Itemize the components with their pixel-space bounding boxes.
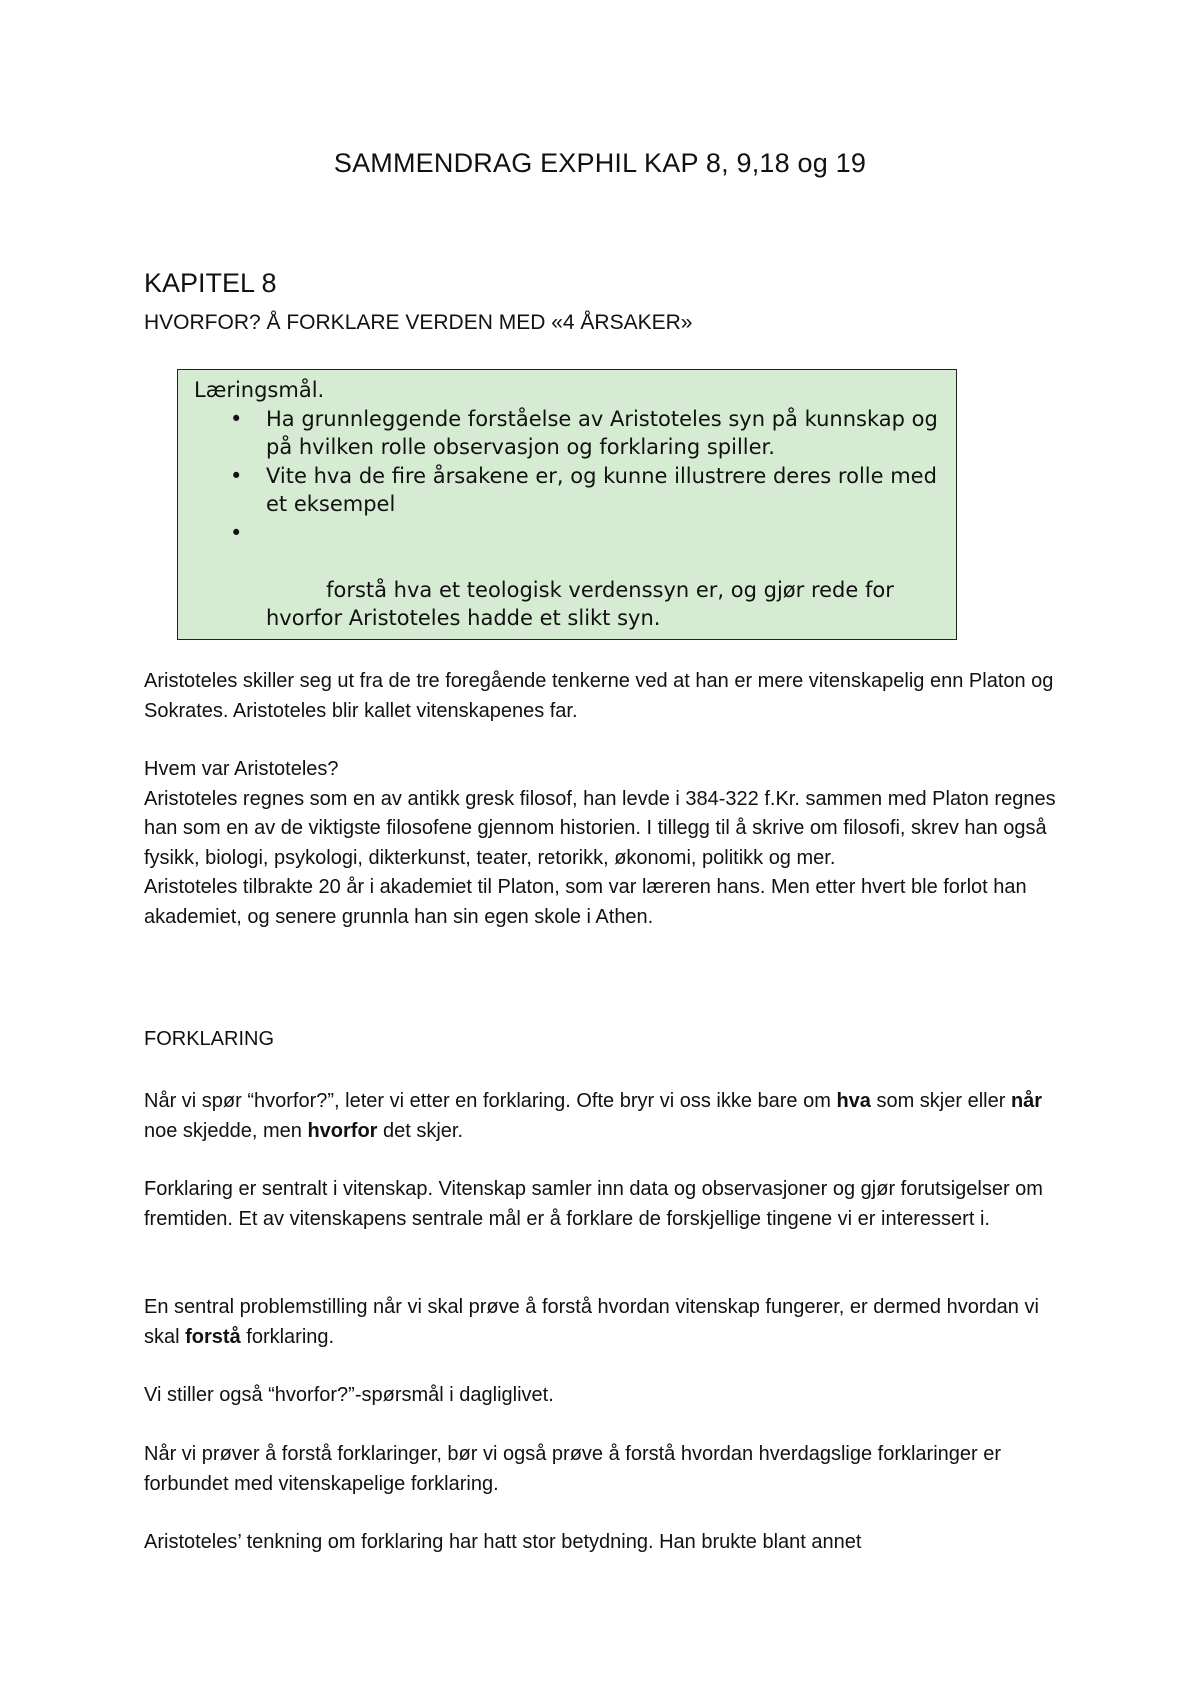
chapter-heading: KAPITEL 8 (144, 268, 277, 298)
paragraph-3 (144, 1293, 1064, 1352)
list-item (230, 462, 940, 519)
learning-goals-list (194, 405, 940, 662)
list-item (230, 405, 940, 462)
section-heading (144, 1025, 1064, 1055)
paragraph-4 (144, 1381, 1064, 1411)
section-title: FORKLARING (144, 1028, 275, 1050)
text-run: noe skjedde, men (144, 1119, 308, 1142)
bullet-icon: • (230, 463, 243, 488)
list-item-text: Ha grunnleggende forståelse av Aristoteles syn på kunnskap og på hvilken rolle observasjon og forklaring spiller. (266, 406, 938, 459)
learning-goals-box (177, 369, 957, 640)
paragraph-2 (144, 1175, 1064, 1234)
chapter-subtitle: HVORFOR? Å FORKLARE VERDEN MED «4 ÅRSAKER» (144, 311, 693, 334)
bullet-icon: • (230, 406, 243, 431)
paragraph (144, 1293, 1064, 1352)
paragraph: Aristoteles regnes som en av antikk gresk filosof, han levde i 384-322 f.Kr. sammen med Platon regnes han som en av de viktigste filosofene gjennom historien. I tillegg til å skrive om filosofi, skrev han også fysikk, biologi, psykologi, dikterkunst, teater, retorikk, økonomi, politikk og mer. (144, 787, 1056, 869)
paragraph (144, 1087, 1064, 1146)
text-run: det skjer. (377, 1119, 464, 1142)
paragraph: Aristoteles tilbrakte 20 år i akademiet til Platon, som var læreren hans. Men etter hvert ble forlot han akademiet, og senere grunnla han sin egen skole i Athen. (144, 876, 1027, 928)
text-run: Når vi spør “hvorfor?”, leter vi etter en forklaring. Ofte bryr vi oss ikke bare om (144, 1090, 837, 1112)
paragraph: Forklaring er sentralt i vitenskap. Vitenskap samler inn data og observasjoner og gjør forutsigelser om fremtiden. Et av vitenskapens sentrale mål er å forklare de forskjellige tingene vi er interessert i. (144, 1178, 1043, 1230)
paragraph: Vi stiller også “hvorfor?”-spørsmål i dagliglivet. (144, 1384, 554, 1406)
intro-paragraph (144, 667, 1064, 726)
list-item-text: Vite hva de fire årsakene er, og kunne illustrere deres rolle med et eksempel (266, 463, 937, 516)
paragraph: Aristoteles skiller seg ut fra de tre foregående tenkerne ved at han er mere vitenskapelig enn Platon og Sokrates. Aristoteles blir kallet vitenskapenes far. (144, 670, 1054, 722)
text-run: forklaring. (240, 1325, 335, 1348)
list-item-text: forstå hva et teologisk verdenssyn er, og gjør rede for hvorfor Aristoteles hadde et slikt syn. (266, 577, 901, 630)
bold-run: forstå (185, 1325, 241, 1348)
document-title: SAMMENDRAG EXPHIL KAP 8, 9,18 og 19 (333, 148, 867, 178)
paragraph-6 (144, 1528, 1064, 1558)
text-run: som skjer eller (870, 1090, 1011, 1112)
bold-run: hvorfor (307, 1119, 378, 1142)
bullet-icon: • (230, 520, 243, 545)
who-heading: Hvem var Aristoteles? (144, 758, 339, 780)
bold-run: når (1010, 1090, 1043, 1112)
who-section (144, 755, 1064, 932)
list-item (230, 519, 940, 662)
text-run: En sentral problemstilling når vi skal prøve å forstå hvordan vitenskap fungerer, er dermed hvordan vi skal (144, 1296, 1039, 1348)
learning-goals-heading: Læringsmål. (194, 378, 325, 402)
bold-run: hva (836, 1090, 871, 1112)
paragraph: Når vi prøver å forstå forklaringer, bør vi også prøve å forstå hvordan hverdagslige forklaringer er forbundet med vitenskapelige forklaring. (144, 1443, 1002, 1495)
paragraph: Aristoteles’ tenkning om forklaring har hatt stor betydning. Han brukte blant annet (144, 1531, 862, 1553)
paragraph-1 (144, 1087, 1064, 1146)
paragraph-5 (144, 1440, 1064, 1499)
